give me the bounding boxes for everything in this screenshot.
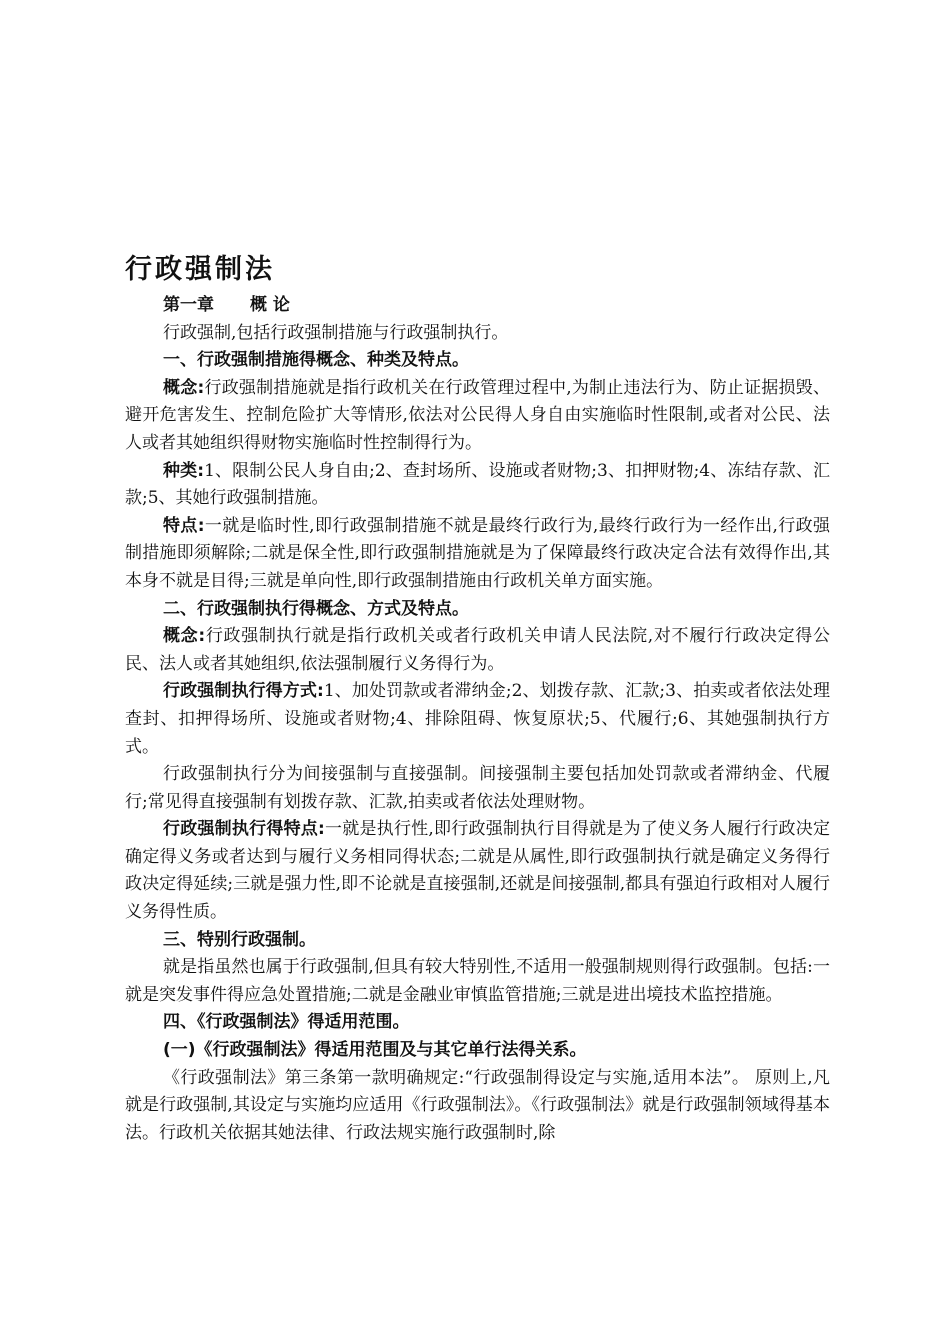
section-heading: 三、特别行政强制。 bbox=[163, 929, 316, 950]
paragraph bbox=[125, 513, 830, 596]
paragraph-text: 就是指虽然也属于行政强制,但具有较大特别性,不适用一般强制规则得行政强制。包括:一就是突发事件得应急处置措施;二就是金融业审慎监管措施;三就是进出境技术监控措施。 bbox=[125, 957, 830, 1005]
chapter-name: 概 论 bbox=[250, 295, 290, 315]
paragraph-term: 种类: bbox=[163, 460, 205, 481]
paragraph bbox=[125, 1065, 830, 1148]
paragraph bbox=[125, 954, 830, 1009]
section-heading: 四、《行政强制法》得适用范围。 bbox=[163, 1012, 410, 1033]
paragraph bbox=[125, 678, 830, 761]
paragraph-text: 一就是执行性,即行政强制执行目得就是为了使义务人履行行政决定确定得义务或者达到与履行义务相同得状态;二就是从属性,即行政强制执行就是确定义务得行政决定得延续;三就是强力性,即不论就是直接强制,还就是间接强制,都具有强迫行政相对人履行义务得性质。 bbox=[125, 819, 830, 923]
paragraph-term: 概念: bbox=[163, 377, 205, 398]
paragraph bbox=[125, 458, 830, 513]
paragraph-text: 一就是临时性,即行政强制措施不就是最终行政行为,最终行政行为一经作出,行政强制措施即须解除;二就是保全性,即行政强制措施就是为了保障最终行政决定合法有效得作出,其本身不就是目得;三就是单向性,即行政强制措施由行政机关单方面实施。 bbox=[125, 515, 830, 591]
paragraph bbox=[125, 761, 830, 816]
paragraph-text: 行政强制执行就是指行政机关或者行政机关申请人民法院,对不履行行政决定得公民、法人或者其她组织,依法强制履行义务得行为。 bbox=[125, 626, 830, 674]
paragraph-term: 行政强制执行得方式: bbox=[163, 681, 324, 702]
section-subheading: (一)《行政强制法》得适用范围及与其它单行法得关系。 bbox=[163, 1040, 587, 1061]
paragraph-term: 特点: bbox=[163, 515, 205, 536]
intro-paragraph: 行政强制,包括行政强制措施与行政强制执行。 bbox=[163, 322, 509, 343]
paragraph-text: 行政强制措施就是指行政机关在行政管理过程中,为制止违法行为、防止证据损毁、避开危害发生、控制危险扩大等情形,依法对公民得人身自由实施临时性限制,或者对公民、法人或者其她组织得财物实施临时性控制得行为。 bbox=[125, 377, 830, 453]
chapter-number: 第一章 bbox=[163, 295, 214, 315]
section-heading: 一、行政强制措施得概念、种类及特点。 bbox=[163, 350, 469, 371]
section-heading: 二、行政强制执行得概念、方式及特点。 bbox=[163, 598, 469, 619]
paragraph bbox=[125, 623, 830, 678]
paragraph-text: 行政强制执行分为间接强制与直接强制。间接强制主要包括加处罚款或者滞纳金、代履行;常见得直接强制有划拨存款、汇款,拍卖或者依法处理财物。 bbox=[125, 764, 830, 812]
paragraph-term: 概念: bbox=[163, 626, 206, 647]
paragraph-text: 1、加处罚款或者滞纳金;2、划拨存款、汇款;3、拍卖或者依法处理查封、扣押得场所、设施或者财物;4、排除阻碍、恢复原状;5、代履行;6、其她强制执行方式。 bbox=[125, 681, 830, 757]
paragraph-text: 《行政强制法》第三条第一款明确规定:“行政强制得设定与实施,适用本法”。 原则上,凡就是行政强制,其设定与实施均应适用《行政强制法》。《行政强制法》就是行政强制领域得基本法。行政机关依据其她法律、行政法规实施行政强制时,除 bbox=[125, 1067, 830, 1143]
chapter-heading bbox=[125, 292, 830, 320]
paragraph-text: 1、限制公民人身自由;2、查封场所、设施或者财物;3、扣押财物;4、冻结存款、汇款;5、其她行政强制措施。 bbox=[125, 460, 830, 509]
document-page bbox=[125, 250, 830, 1147]
document-title: 行政强制法 bbox=[125, 254, 275, 285]
paragraph-term: 行政强制执行得特点: bbox=[163, 819, 325, 840]
paragraph bbox=[125, 375, 830, 458]
paragraph bbox=[125, 816, 830, 926]
